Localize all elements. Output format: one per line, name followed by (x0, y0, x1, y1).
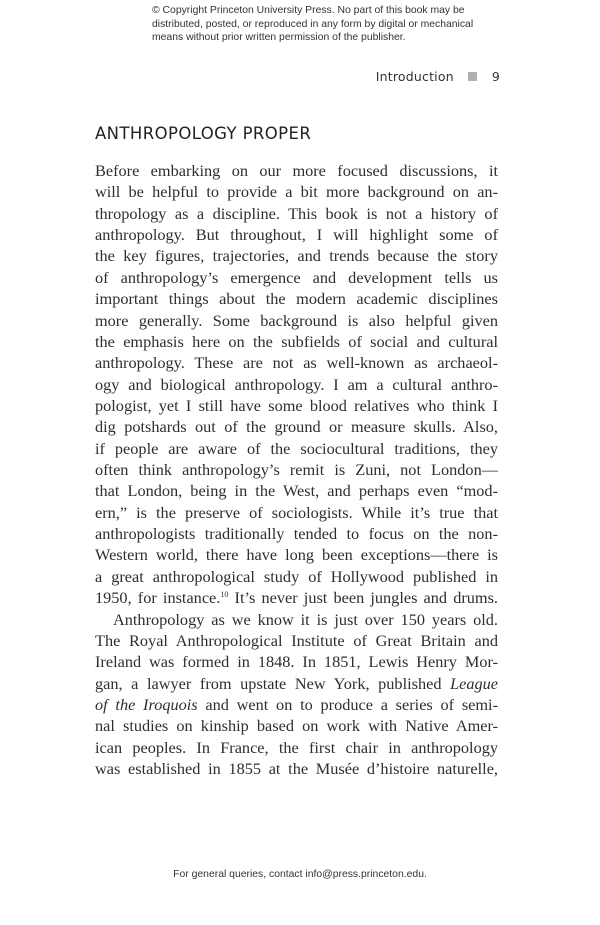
chapter-title: Introduction (375, 69, 454, 84)
text-line: more generally. Some background is also helpful given (95, 310, 498, 330)
text-line: nal studies on kinship based on work with Native Amer- (95, 716, 498, 736)
text-line: important things about the modern academic disciplines (95, 289, 498, 309)
text-line (95, 673, 498, 694)
text-fragment: It’s never just been jungles and drums. (228, 588, 499, 608)
section-heading: ANTHROPOLOGY PROPER (95, 124, 312, 143)
text-line: a great anthropological study of Hollywood published in (95, 566, 498, 586)
text-line: ogy and biological anthropology. I am a cultural anthro- (95, 374, 498, 394)
text-line (95, 694, 498, 715)
text-line: was established in 1855 at the Musée d’histoire naturelle, (95, 759, 498, 779)
copyright-line: distributed, posted, or reproduced in any form by digital or mechanical (152, 18, 474, 30)
text-line: Western world, there have long been exceptions—there is (95, 545, 498, 565)
footnote-reference[interactable]: 10 (220, 590, 229, 600)
book-title-italic: League (450, 673, 498, 693)
text-fragment: 1950, for instance. (95, 588, 221, 608)
text-line: thropology as a discipline. This book is not a history of (95, 203, 498, 223)
copyright-notice (152, 4, 492, 45)
copyright-line: means without prior written permission of the publisher. (152, 32, 406, 43)
text-line: anthropology. But throughout, I will highlight some of (95, 225, 498, 245)
text-line: of anthropology’s emergence and development tells us (95, 267, 498, 287)
text-line: pologist, yet I still have some blood relatives who think I (95, 395, 498, 415)
text-line: often think anthropology’s remit is Zuni, not London— (95, 460, 498, 480)
text-line: Ireland was formed in 1848. In 1851, Lewis Henry Mor- (95, 652, 498, 672)
text-line (95, 587, 498, 608)
text-line: anthropologists traditionally tended to focus on the non- (95, 524, 498, 544)
text-line: will be helpful to provide a bit more background on an- (95, 182, 498, 202)
text-line: the key figures, trajectories, and trends because the story (95, 246, 498, 266)
page-number: 9 (491, 69, 500, 84)
text-fragment: gan, a lawyer from upstate New York, published (95, 673, 451, 693)
book-title-italic: of the Iroquois (95, 694, 198, 714)
text-line: dig potshards out of the ground or measure skulls. Also, (95, 417, 498, 437)
text-line: the emphasis here on the subfields of social and cultural (95, 331, 498, 351)
text-line: anthropology. These are not as well-known as archaeol- (95, 353, 498, 373)
text-line: that London, being in the West, and perhaps even “mod- (95, 481, 498, 501)
text-fragment: and went on to produce a series of semi- (197, 694, 498, 714)
footer-contact: For general queries, contact info@press.princeton.edu. (173, 869, 427, 880)
text-line: if people are aware of the sociocultural traditions, they (95, 438, 498, 458)
text-line: ican peoples. In France, the first chair in anthropology (95, 737, 498, 757)
text-line: Before embarking on our more focused discussions, it (95, 161, 498, 180)
copyright-line: © Copyright Princeton University Press. No part of this book may be (152, 5, 465, 16)
body-text (95, 160, 498, 779)
square-separator-icon (468, 72, 477, 81)
text-line: ern,” is the preserve of sociologists. While it’s true that (95, 502, 498, 522)
text-line: Anthropology as we know it is just over 150 years old. (113, 609, 498, 629)
text-line: The Royal Anthropological Institute of Great Britain and (95, 630, 498, 650)
running-head (376, 69, 500, 84)
